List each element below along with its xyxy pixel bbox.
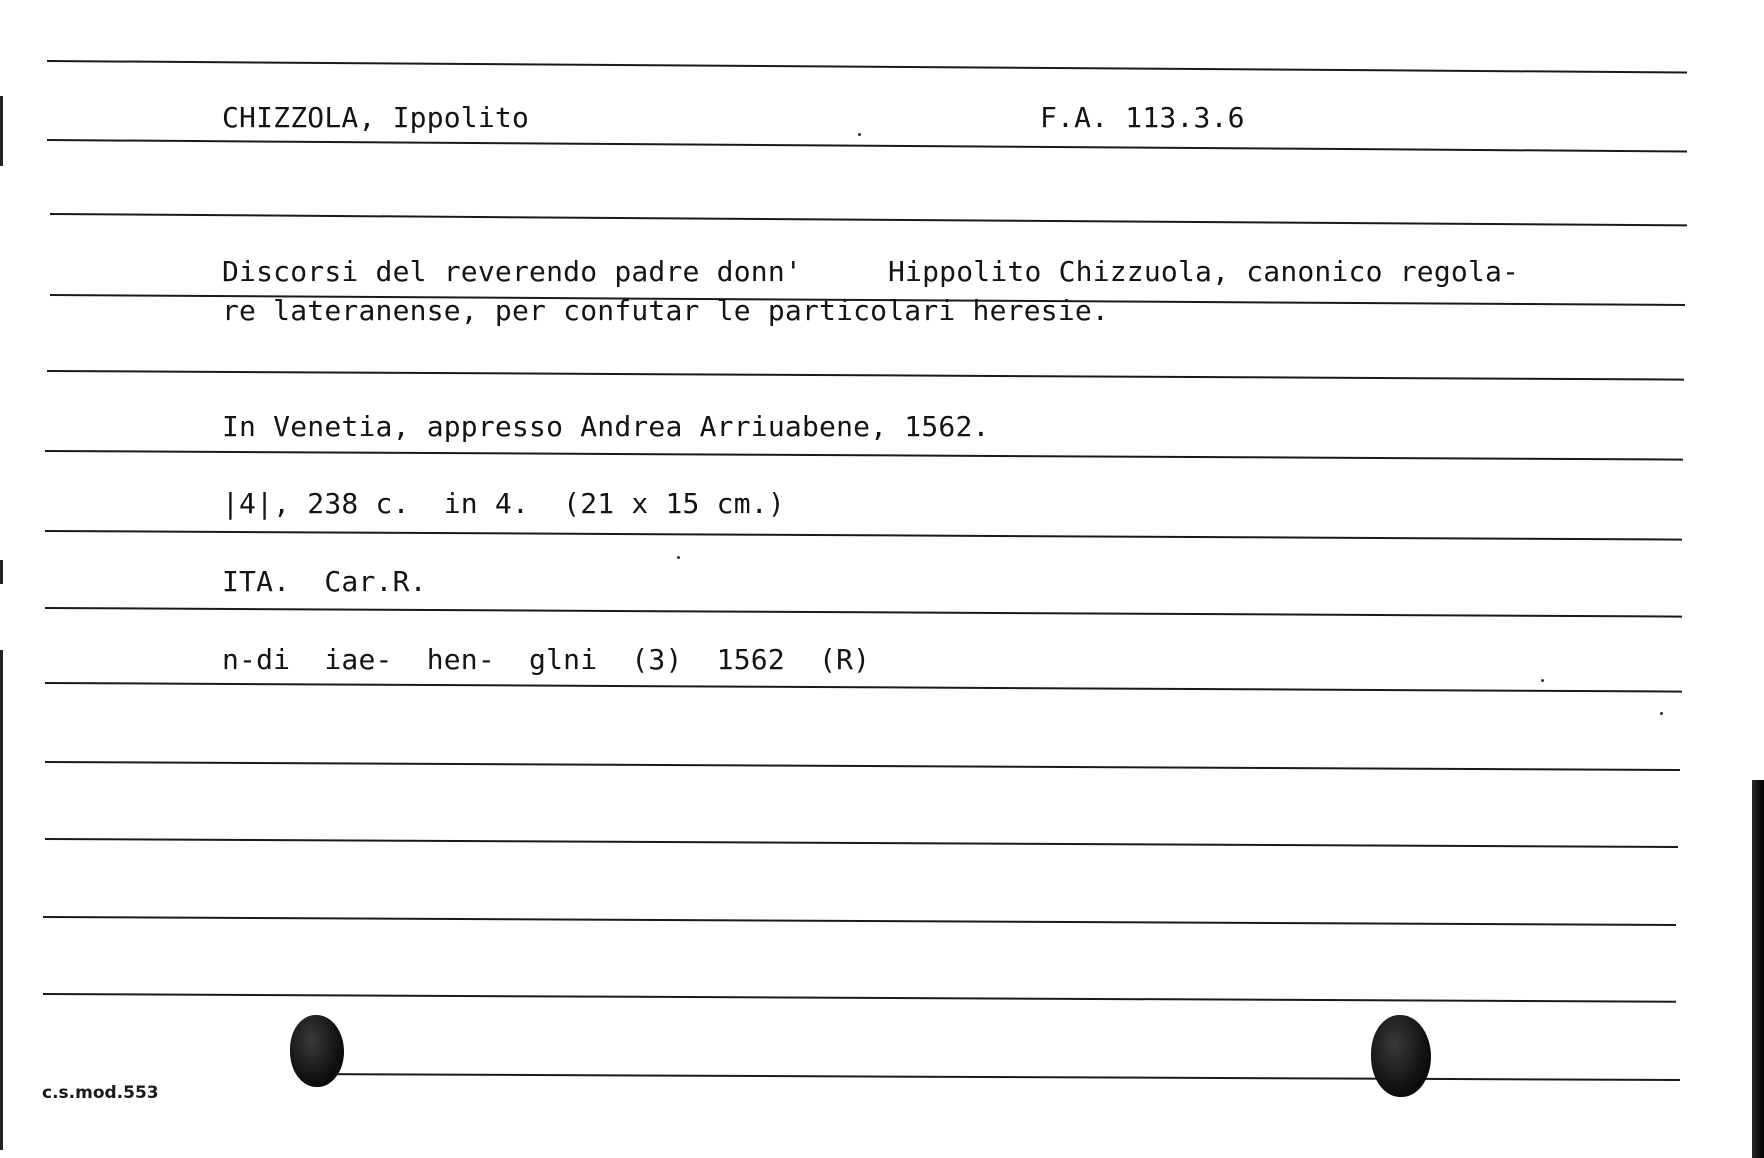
title-line: re lateranense, per confutar le particolari heresie. <box>222 294 1109 327</box>
rule-line <box>45 607 1682 618</box>
rule-line <box>43 993 1676 1003</box>
rule-line <box>45 450 1683 461</box>
shelfmark: F.A. 113.3.6 <box>1040 101 1245 134</box>
language-location: ITA. Car.R. <box>222 565 427 598</box>
scan-edge-shadow <box>1752 780 1764 1158</box>
rule-line <box>300 1073 1680 1081</box>
scan-speck <box>1541 679 1544 682</box>
rule-line <box>45 838 1678 848</box>
title-line: Hippolito Chizzuola, canonico regola- <box>888 255 1520 288</box>
imprint: In Venetia, appresso Andrea Arriuabene, 1562. <box>222 410 990 443</box>
scan-speck <box>677 556 680 559</box>
author-heading: CHIZZOLA, Ippolito <box>222 101 530 134</box>
rule-line <box>47 370 1684 381</box>
title-line: Discorsi del reverendo padre donn' <box>222 255 802 288</box>
rule-line <box>45 530 1682 541</box>
scan-edge-left <box>0 96 3 166</box>
rule-line <box>50 213 1687 226</box>
scan-speck <box>1660 712 1663 715</box>
punch-hole-right <box>1371 1015 1431 1097</box>
rule-line <box>45 682 1682 693</box>
rule-line <box>43 916 1676 926</box>
collation: |4|, 238 c. in 4. (21 x 15 cm.) <box>222 487 785 520</box>
rule-line <box>47 139 1687 152</box>
scan-edge-left <box>0 560 3 584</box>
scan-speck <box>858 133 861 136</box>
rule-line <box>45 761 1680 771</box>
form-code: c.s.mod.553 <box>42 1083 159 1103</box>
fingerprint: n-di iae- hen- glni (3) 1562 (R) <box>222 643 871 676</box>
punch-hole-left <box>290 1015 344 1087</box>
scan-edge-left <box>0 650 3 1150</box>
rule-line <box>47 60 1687 73</box>
